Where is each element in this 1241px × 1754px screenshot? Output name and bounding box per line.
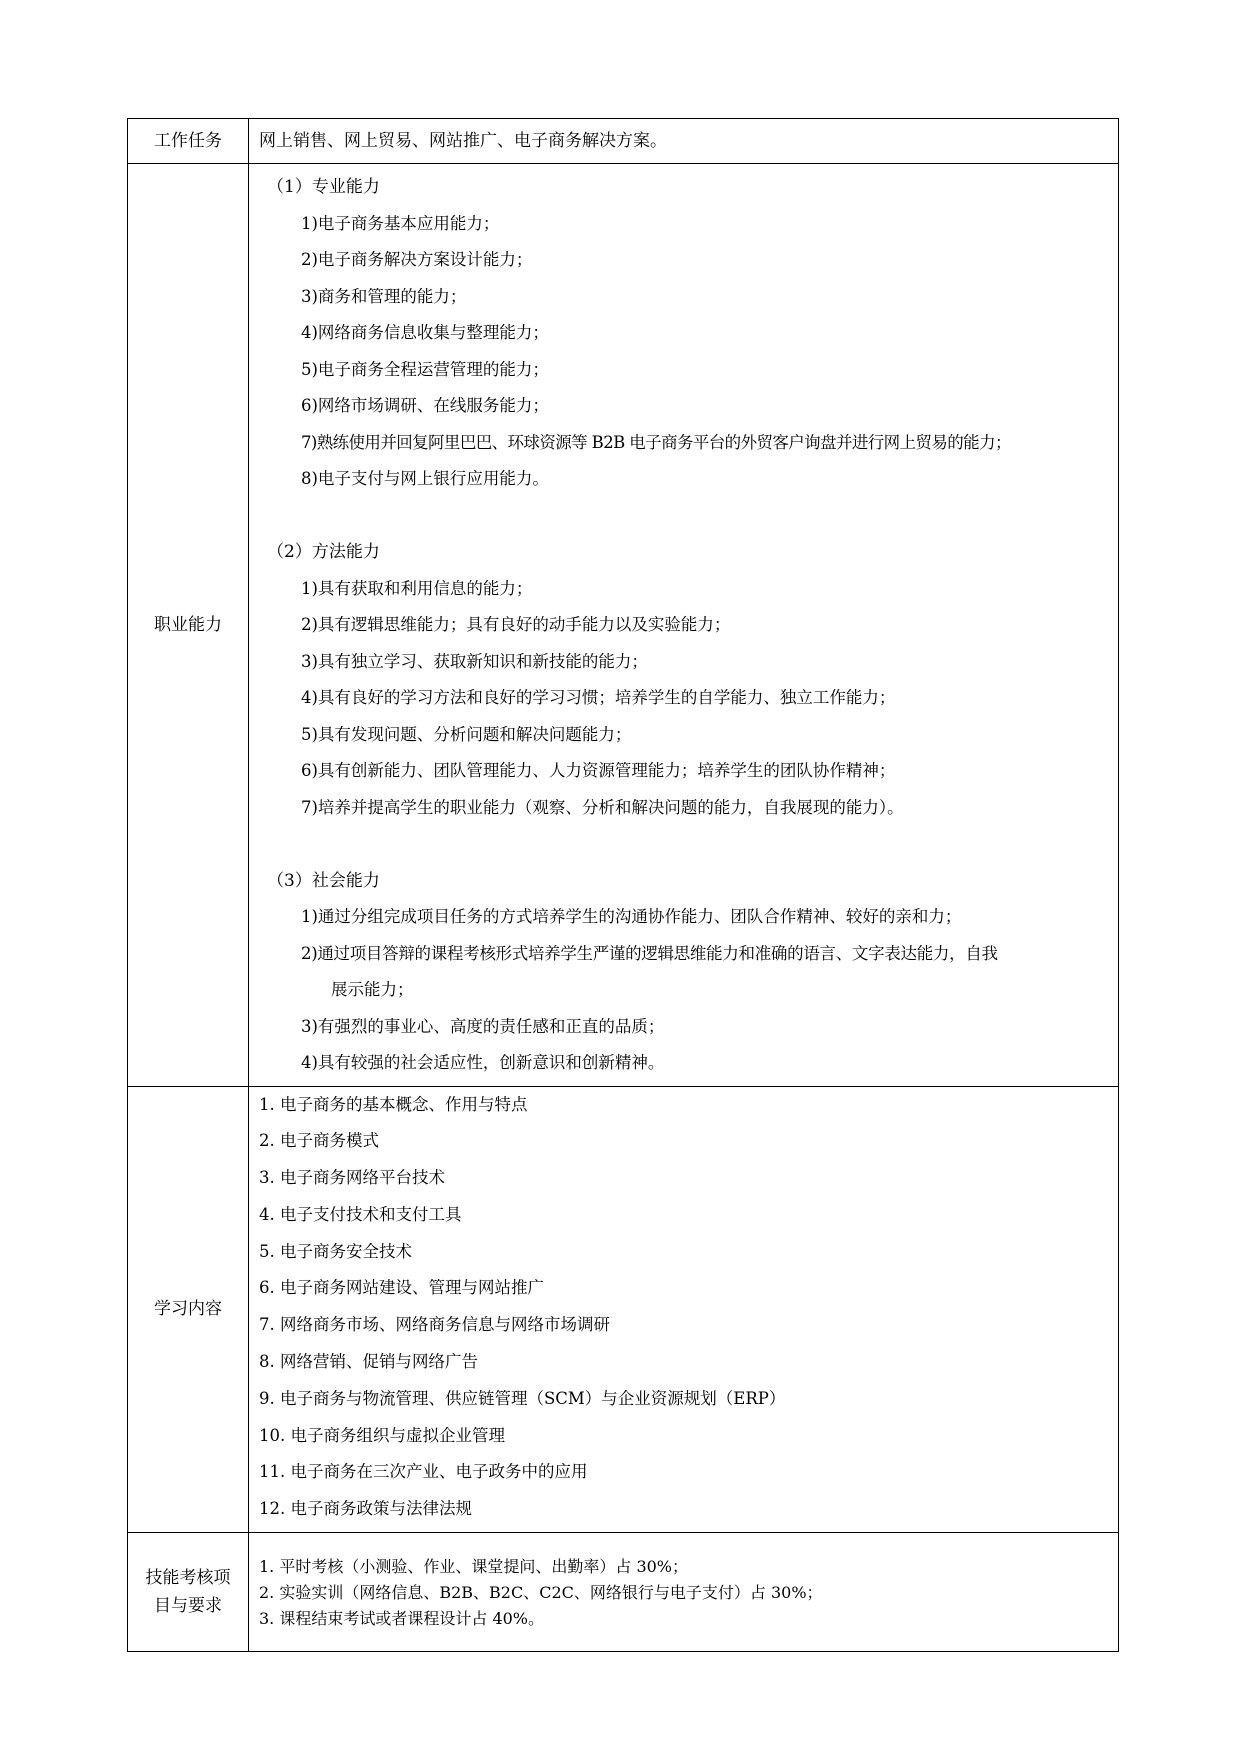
ability-item: 2)具有逻辑思维能力；具有良好的动手能力以及实验能力； xyxy=(301,615,731,634)
learning-item: 5. 电子商务安全技术 xyxy=(259,1241,412,1261)
skill-item: 1. 平时考核（小测验、作业、课堂提问、出勤率）占 30%； xyxy=(259,1556,689,1576)
ability-label: 职业能力 xyxy=(128,164,249,1087)
ability-item: 4)具有良好的学习方法和良好的学习习惯；培养学生的自学能力、独立工作能力； xyxy=(301,688,896,707)
ability-item: 3)具有独立学习、获取新知识和新技能的能力； xyxy=(301,651,648,671)
skill-label-line2: 目与要求 xyxy=(154,1596,222,1617)
ability-item: 1)电子商务基本应用能力； xyxy=(301,213,500,233)
learning-item: 7. 网络商务市场、网络商务信息与网络市场调研 xyxy=(259,1315,610,1335)
row-work-task xyxy=(128,119,1119,164)
ability-item: 4)网络商务信息收集与整理能力； xyxy=(301,323,549,342)
ability-item: 3)商务和管理的能力； xyxy=(301,286,467,306)
row-skill-assessment xyxy=(128,1533,1119,1652)
learning-item: 12. 电子商务政策与法律法规 xyxy=(259,1499,472,1519)
ability-item: 1)通过分组完成项目任务的方式培养学生的沟通协作能力、团队合作精神、较好的亲和力； xyxy=(301,907,962,926)
spacer xyxy=(259,498,1112,535)
row-learning-content xyxy=(128,1086,1119,1533)
skill-label xyxy=(128,1533,249,1652)
learning-item: 4. 电子支付技术和支付工具 xyxy=(259,1204,462,1224)
ability-item: 7)培养并提高学生的职业能力（观察、分析和解决问题的能力，自我展现的能力）。 xyxy=(301,797,904,817)
work-task-content xyxy=(249,119,1119,164)
skill-item: 2. 实验实训（网络信息、B2B、B2C、C2C、网络银行与电子支付）占 30%； xyxy=(259,1582,823,1602)
learning-item: 10. 电子商务组织与虚拟企业管理 xyxy=(259,1425,505,1445)
learning-item: 11. 电子商务在三次产业、电子政务中的应用 xyxy=(259,1462,588,1482)
ability-item: 6)网络市场调研、在线服务能力； xyxy=(301,396,549,415)
ability-item: 5)电子商务全程运营管理的能力； xyxy=(301,359,549,379)
ability-item: 6)具有创新能力、团队管理能力、人力资源管理能力；培养学生的团队协作精神； xyxy=(301,761,896,780)
learning-item: 6. 电子商务网站建设、管理与网站推广 xyxy=(259,1278,544,1298)
ability-item: 5)具有发现问题、分析问题和解决问题能力； xyxy=(301,724,632,744)
learning-item: 9. 电子商务与物流管理、供应链管理（SCM）与企业资源规划（ERP） xyxy=(259,1388,786,1408)
work-task-label: 工作任务 xyxy=(128,119,249,164)
ability-item-line2: 展示能力； xyxy=(331,980,414,999)
skill-label-line1: 技能考核项 xyxy=(145,1568,231,1589)
learning-item: 3. 电子商务网络平台技术 xyxy=(259,1168,445,1188)
ability-item: 2)电子商务解决方案设计能力； xyxy=(301,250,533,269)
learning-item: 8. 网络营销、促销与网络广告 xyxy=(259,1352,478,1372)
spacer xyxy=(259,826,1112,863)
ability-item-line1: 2)通过项目答辩的课程考核形式培养学生严谨的逻辑思维能力和准确的语言、文字表达能力，自我 xyxy=(301,943,998,963)
learning-label: 学习内容 xyxy=(128,1086,249,1533)
ability-group-heading: （1）专业能力 xyxy=(267,177,380,197)
ability-item: 4)具有较强的社会适应性，创新意识和创新精神。 xyxy=(301,1053,665,1072)
ability-item: 3)有强烈的事业心、高度的责任感和正直的品质； xyxy=(301,1016,665,1036)
learning-item: 2. 电子商务模式 xyxy=(259,1131,379,1151)
ability-item: 7)熟练使用并回复阿里巴巴、环球资源等 B2B 电子商务平台的外贸客户询盘并进行网上贸易的能力； xyxy=(301,432,1011,452)
row-professional-ability xyxy=(128,164,1119,1087)
work-task-text: 网上销售、网上贸易、网站推广、电子商务解决方案。 xyxy=(259,131,667,151)
skill-content xyxy=(249,1533,1119,1652)
ability-item: 1)具有获取和利用信息的能力； xyxy=(301,578,533,598)
learning-content xyxy=(249,1086,1119,1533)
ability-group-heading: （3）社会能力 xyxy=(267,870,380,891)
skill-item: 3. 课程结束考试或者课程设计占 40%。 xyxy=(259,1608,545,1628)
learning-item: 1. 电子商务的基本概念、作用与特点 xyxy=(259,1094,528,1114)
ability-content xyxy=(249,164,1119,1087)
ability-item-wrapped xyxy=(259,936,1112,973)
ability-group-heading: （2）方法能力 xyxy=(267,542,380,562)
course-table xyxy=(127,118,1119,1652)
ability-item: 8)电子支付与网上银行应用能力。 xyxy=(301,469,549,488)
